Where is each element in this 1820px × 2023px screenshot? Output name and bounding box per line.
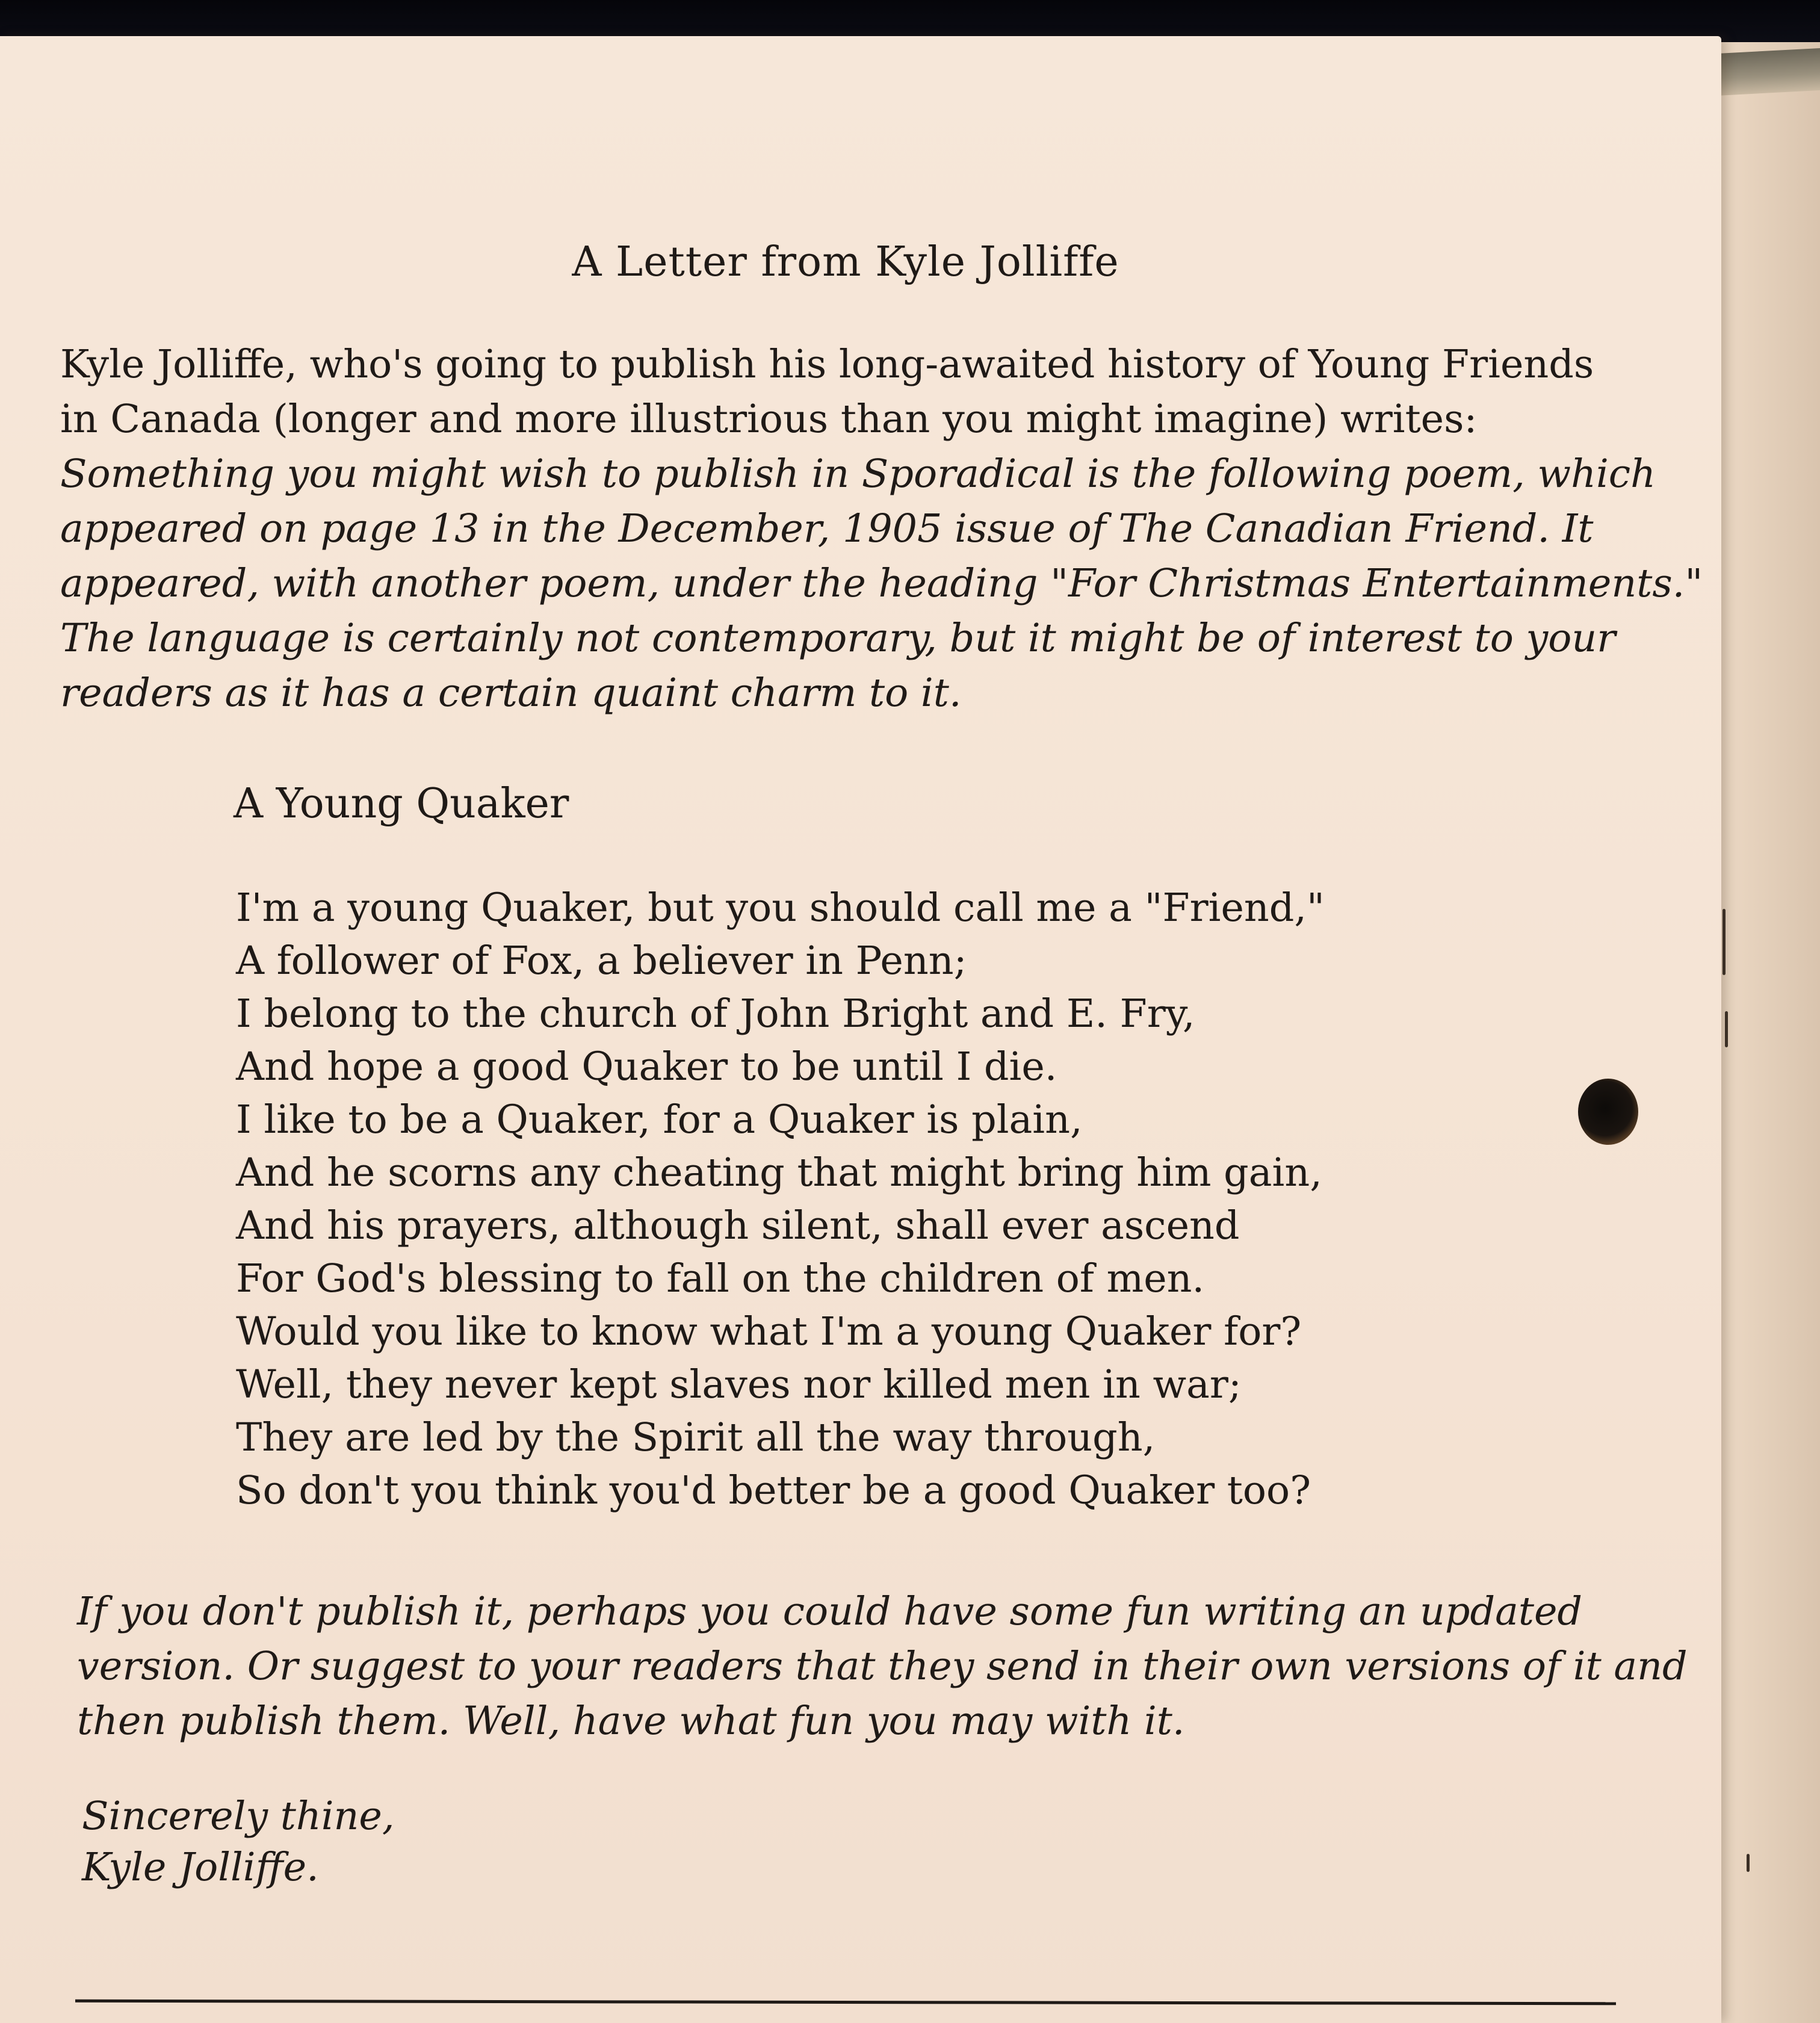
poem-line: Well, they never kept slaves nor killed men in war;	[236, 1362, 1242, 1407]
poem-line: I belong to the church of John Bright and E. Fry,	[236, 991, 1195, 1036]
quote-line: appeared on page 13 in the December, 1905 issue of The Canadian Friend. It	[60, 506, 1594, 551]
letter-heading: A Letter from Kyle Jolliffe	[572, 238, 1119, 286]
quote-line: The language is certainly not contemporary, but it might be of interest to your	[60, 616, 1616, 661]
torn-page-corner	[1706, 48, 1820, 96]
punched-hole	[1578, 1079, 1638, 1145]
poem-line: So don't you think you'd better be a good Quaker too?	[236, 1468, 1311, 1513]
quote-line: Something you might wish to publish in Sporadical is the following poem, which	[60, 451, 1656, 497]
bottom-rule	[75, 2000, 1616, 2005]
poem-line: I'm a young Quaker, but you should call me a "Friend,"	[236, 885, 1325, 931]
signature: Kyle Jolliffe.	[82, 1845, 319, 1890]
intro-line: Kyle Jolliffe, who's going to publish his long-awaited history of Young Friends	[60, 342, 1594, 387]
poem-line: Would you like to know what I'm a young Quaker for?	[236, 1309, 1302, 1354]
poem-body	[236, 882, 1325, 1517]
closing-line: then publish them. Well, have what fun you may with it.	[77, 1699, 1185, 1744]
binding-mark	[1722, 909, 1726, 975]
intro-line: in Canada (longer and more illustrious than you might imagine) writes:	[60, 397, 1478, 442]
poem-line: They are led by the Spirit all the way through,	[236, 1415, 1156, 1460]
closing-line: version. Or suggest to your readers that they send in their own versions of it and	[77, 1644, 1688, 1689]
quote-line: appeared, with another poem, under the heading "For Christmas Entertainments."	[60, 561, 1703, 606]
quote-line: readers as it has a certain quaint charm to it.	[60, 671, 962, 716]
poem-title: A Young Quaker	[234, 780, 569, 828]
binding-mark	[1725, 1011, 1728, 1047]
salutation: Sincerely thine,	[82, 1794, 395, 1839]
poem-line: And his prayers, although silent, shall ever ascend	[236, 1203, 1240, 1248]
poem-line: For God's blessing to fall on the children of men.	[236, 1256, 1205, 1301]
binding-mark	[1747, 1854, 1750, 1872]
printed-page	[0, 36, 1721, 2023]
poem-line: A follower of Fox, a believer in Penn;	[236, 938, 967, 984]
signoff-block	[82, 1791, 395, 1893]
quoted-letter-paragraph	[60, 447, 1703, 720]
intro-paragraph	[60, 337, 1601, 447]
poem-line: I like to be a Quaker, for a Quaker is plain,	[236, 1097, 1083, 1142]
closing-line: If you don't publish it, perhaps you could have some fun writing an updated	[77, 1589, 1583, 1634]
poem-line: And hope a good Quaker to be until I die.	[236, 1044, 1057, 1089]
poem-line: And he scorns any cheating that might bring him gain,	[236, 1150, 1322, 1195]
closing-paragraph	[77, 1584, 1688, 1749]
